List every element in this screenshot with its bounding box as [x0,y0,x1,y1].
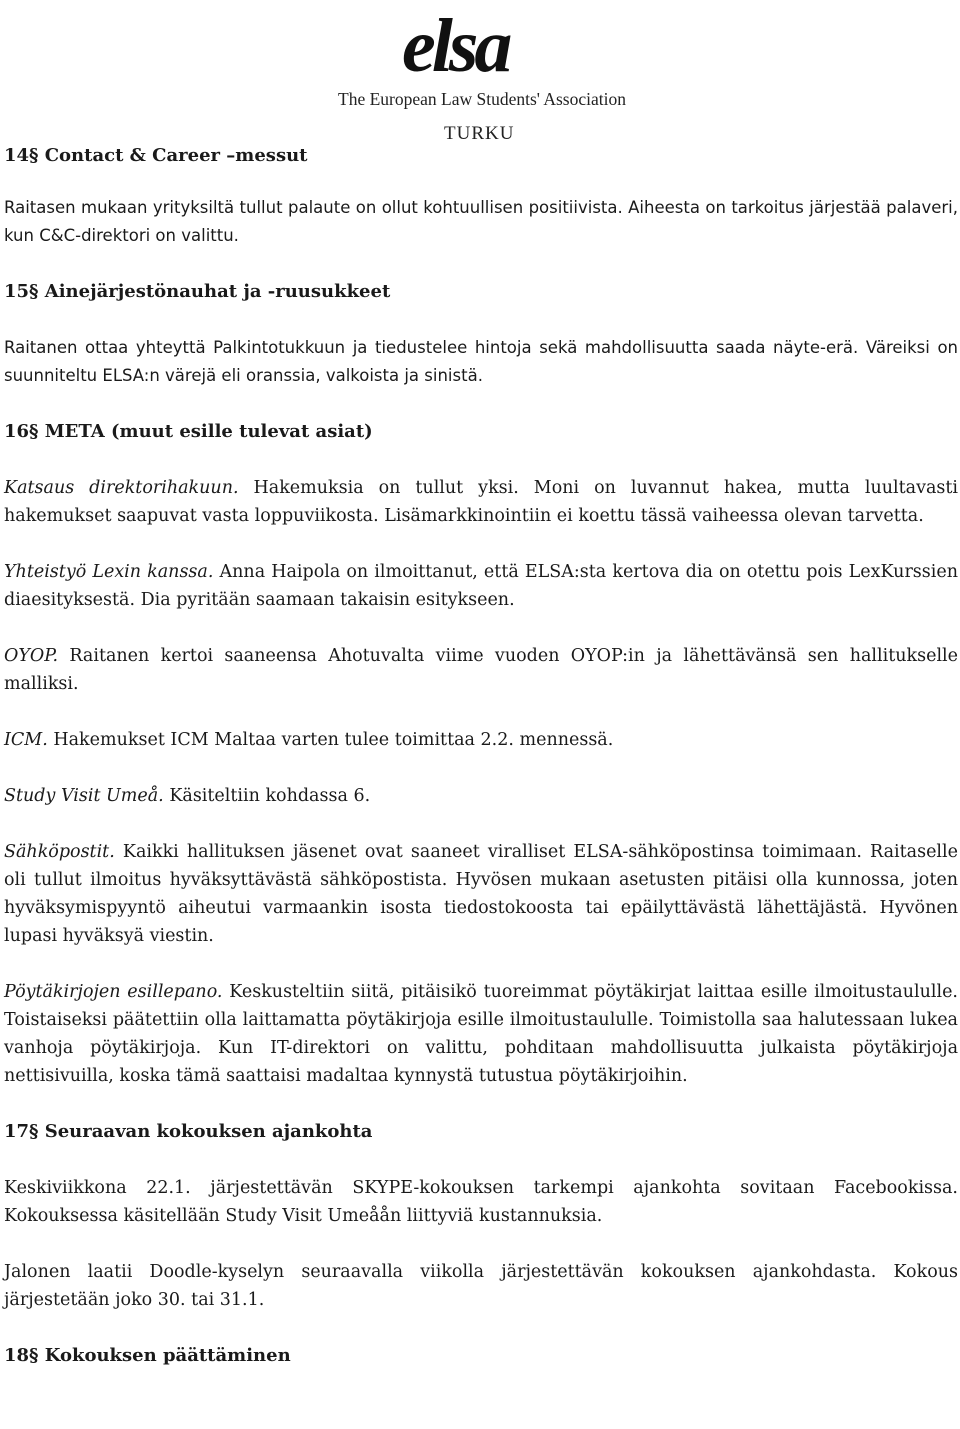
meta-item-icm [4,726,958,754]
association-name: The European Law Students' Association [338,89,626,109]
chapter-city: TURKU [444,123,515,144]
meta-item-text: Hakemukset ICM Maltaa varten tulee toimittaa 2.2. mennessä. [47,730,614,750]
logo-wordmark: elsa [402,4,509,88]
meta-item-title: Study Visit Umeå. [4,786,164,806]
section-15-heading: 15§ Ainejärjestönauhat ja -ruusukkeet [4,281,391,302]
meta-item-title: Pöytäkirjojen esillepano. [4,982,223,1002]
section-17-heading: 17§ Seuraavan kokouksen ajankohta [4,1121,373,1142]
section-14-text: Raitasen mukaan yrityksiltä tullut palaute on ollut kohtuullisen positiivista. Aiheesta on tarkoitus järjestää palaveri, kun C&C-direktori on valittu. [4,198,958,245]
section-16-heading: 16§ META (muut esille tulevat asiat) [4,421,373,442]
section-14-heading: 14§ Contact & Career –messut [4,145,308,166]
meta-item-title: Katsaus direktorihakuun. [4,478,239,498]
meta-item-text: Anna Haipola on ilmoittanut, että ELSA:sta kertova dia on otettu pois LexKurssien diaesityksestä. Dia pyritään saamaan takaisin esitykseen. [4,562,958,610]
section-15-text: Raitanen ottaa yhteyttä Palkintotukkuun ja tiedustelee hintoja sekä mahdollisuutta saada näyte-erä. Väreiksi on suunniteltu ELSA:n värejä eli oranssia, valkoista ja sinistä. [4,338,958,385]
meta-item-lex-cooperation [4,558,958,614]
meta-item-title: Sähköpostit. [4,842,115,862]
elsa-logo [338,0,628,150]
meta-item-title: OYOP. [4,646,59,666]
meta-item-text: Käsiteltiin kohdassa 6. [163,786,371,806]
meta-item-text: Kaikki hallituksen jäsenet ovat saaneet viralliset ELSA-sähköpostinsa toimimaan. Raitaselle oli tullut ilmoitus hyväksyttävästä sähköpostista. Hyvösen mukaan asetusten pitäisi olla kunnossa, joten hyväksymispyyntö aiheutui varmaankin isosta tiedostokoosta tai epäilyttävästä lähettäjästä. Hyvönen lupasi hyväksyä viestin. [4,842,958,946]
meta-item-minutes-display [4,978,958,1090]
minutes-content [4,140,958,1370]
meta-item-text: Raitanen kertoi saaneensa Ahotuvalta viime vuoden OYOP:in ja lähettävänsä sen hallitukselle malliksi. [4,646,958,694]
meta-item-text: Keskusteltiin siitä, pitäisikö tuoreimmat pöytäkirjat laittaa esille ilmoitustaululle. Toistaiseksi päätettiin olla laittamatta pöytäkirjoja esille ilmoitustaululle. Toimistolla saa halutessaan lukea vanhoja pöytäkirjoja. Kun IT-direktori on valittu, pohditaan mahdollisuutta julkaista pöytäkirjoja nettisivuilla, koska tämä saattaisi madaltaa kynnystä tutustua pöytäkirjoihin. [4,982,958,1086]
meta-item-text: Hakemuksia on tullut yksi. Moni on luvannut hakea, mutta luultavasti hakemukset saapuvat vasta loppuviikosta. Lisämarkkinointiin ei koettu tässä vaiheessa olevan tarvetta. [4,478,958,526]
meta-item-oyop [4,642,958,698]
meta-item-title: ICM. [4,730,48,750]
meta-item-title: Yhteistyö Lexin kanssa. [4,562,214,582]
section-18-heading: 18§ Kokouksen päättäminen [4,1345,291,1366]
meta-item-director-search [4,474,958,530]
meta-item-study-visit [4,782,958,810]
meta-item-emails [4,838,958,950]
section-17-paragraph-2: Jalonen laatii Doodle-kyselyn seuraavalla viikolla järjestettävän kokouksen ajankohdasta. Kokous järjestetään joko 30. tai 31.1. [4,1262,958,1310]
section-17-paragraph-1: Keskiviikkona 22.1. järjestettävän SKYPE-kokouksen tarkempi ajankohta sovitaan Facebookissa. Kokouksessa käsitellään Study Visit Umeåån liittyviä kustannuksia. [4,1178,958,1226]
